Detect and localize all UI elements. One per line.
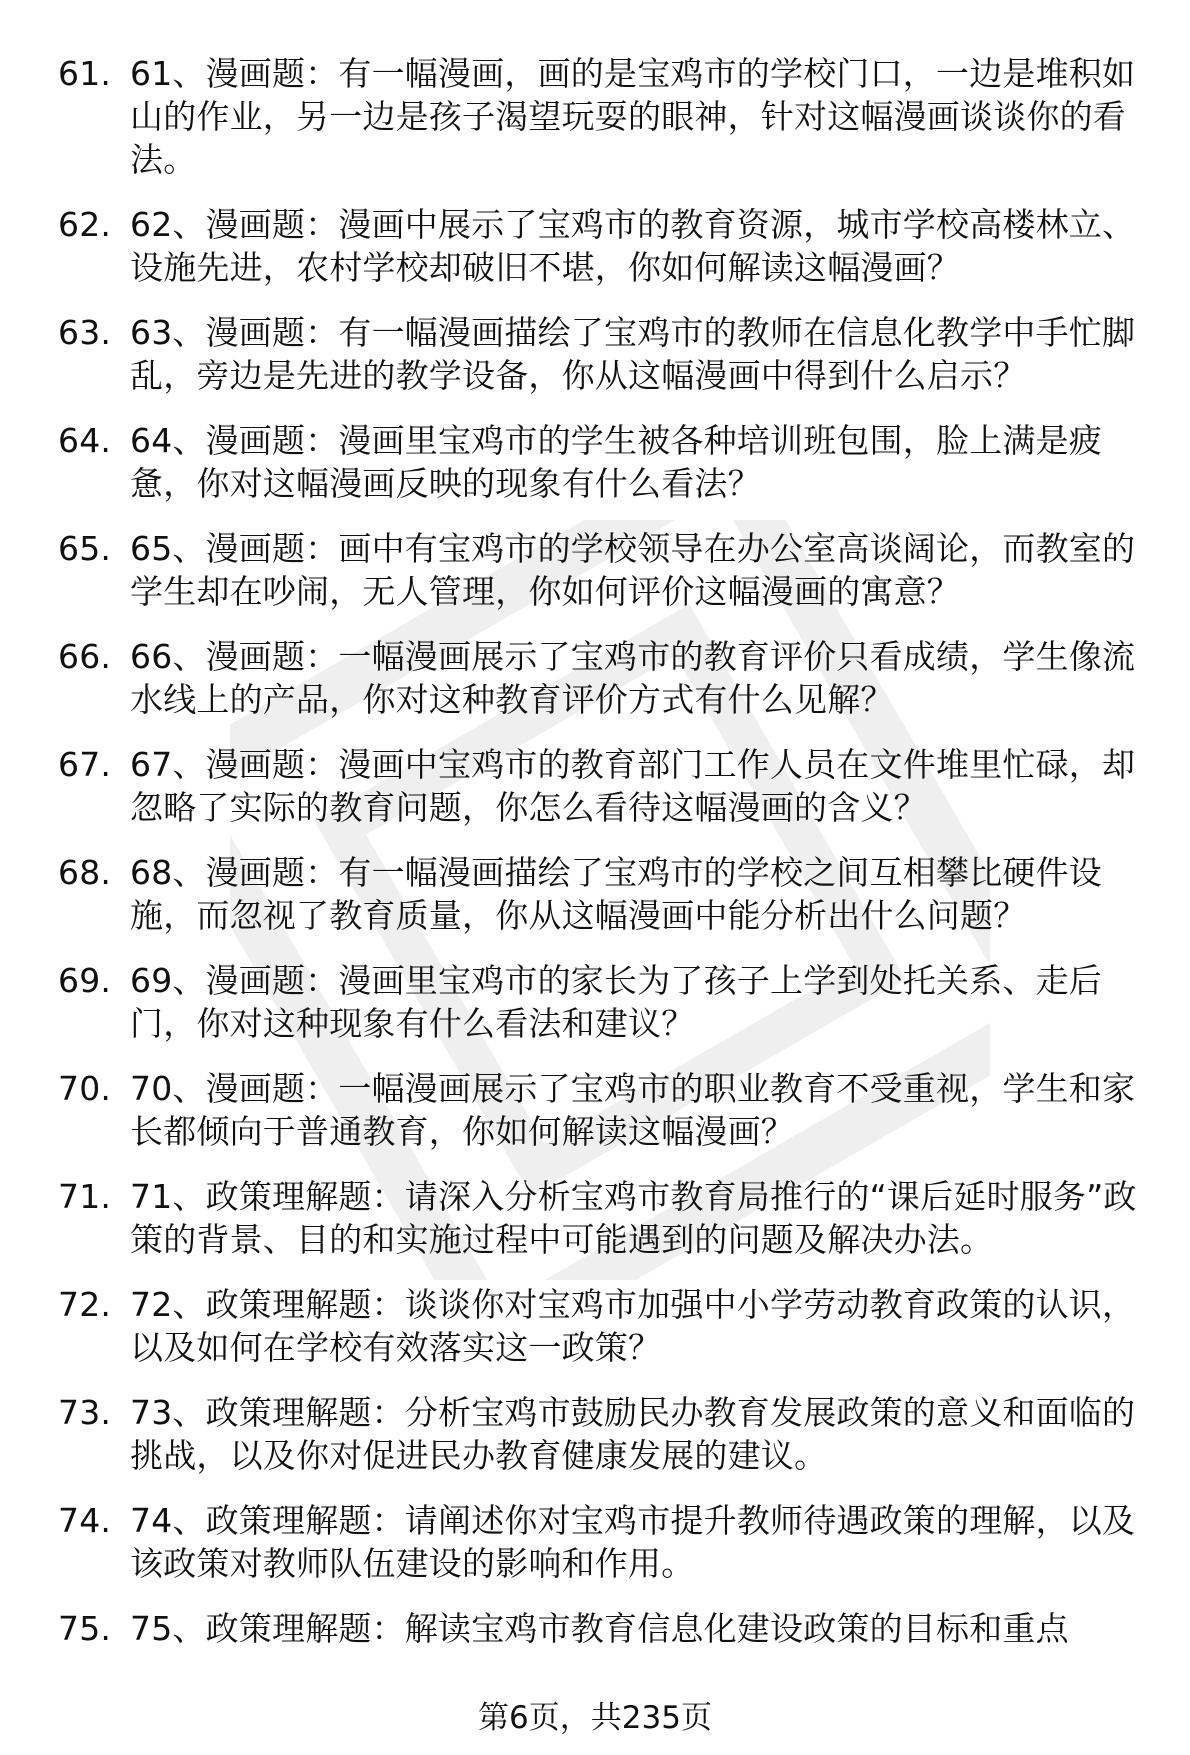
question-item: [58, 1607, 1158, 1650]
question-text: 65、漫画题：画中有宝鸡市的学校领导在办公室高谈阔论，而教室的学生却在吵闹，无人管理，你如何评价这幅漫画的寓意？: [130, 529, 1136, 611]
question-item: [58, 311, 1158, 397]
question-item: [58, 1499, 1158, 1585]
question-text: 72、政策理解题：谈谈你对宝鸡市加强中小学劳动教育政策的认识，以及如何在学校有效落实这一政策？: [130, 1285, 1136, 1367]
question-item: [58, 52, 1158, 181]
question-item: [58, 419, 1158, 505]
question-text: 75、政策理解题：解读宝鸡市教育信息化建设政策的目标和重点: [130, 1609, 1069, 1648]
question-number: 62.: [58, 205, 112, 244]
question-text: 69、漫画题：漫画里宝鸡市的家长为了孩子上学到处托关系、走后门，你对这种现象有什么看法和建议？: [130, 961, 1102, 1043]
question-text: 62、漫画题：漫画中展示了宝鸡市的教育资源，城市学校高楼林立、设施先进，农村学校却破旧不堪，你如何解读这幅漫画？: [130, 205, 1136, 287]
question-number: 63.: [58, 313, 112, 352]
question-list: [58, 52, 1158, 1672]
question-text: 74、政策理解题：请阐述你对宝鸡市提升教师待遇政策的理解，以及该政策对教师队伍建设的影响和作用。: [130, 1501, 1136, 1583]
question-number: 75.: [58, 1609, 112, 1648]
question-item: [58, 851, 1158, 937]
question-item: [58, 1391, 1158, 1477]
question-item: [58, 743, 1158, 829]
question-number: 69.: [58, 961, 112, 1000]
question-number: 73.: [58, 1393, 112, 1432]
question-number: 71.: [58, 1177, 112, 1216]
question-number: 66.: [58, 637, 112, 676]
question-item: [58, 1067, 1158, 1153]
question-text: 61、漫画题：有一幅漫画，画的是宝鸡市的学校门口，一边是堆积如山的作业，另一边是孩子渴望玩耍的眼神，针对这幅漫画谈谈你的看法。: [130, 54, 1136, 179]
question-text: 67、漫画题：漫画中宝鸡市的教育部门工作人员在文件堆里忙碌，却忽略了实际的教育问题，你怎么看待这幅漫画的含义？: [130, 745, 1136, 827]
question-number: 64.: [58, 421, 112, 460]
question-text: 73、政策理解题：分析宝鸡市鼓励民办教育发展政策的意义和面临的挑战，以及你对促进民办教育健康发展的建议。: [130, 1393, 1136, 1475]
question-number: 74.: [58, 1501, 112, 1540]
question-item: [58, 1175, 1158, 1261]
question-text: 66、漫画题：一幅漫画展示了宝鸡市的教育评价只看成绩，学生像流水线上的产品，你对这种教育评价方式有什么见解？: [130, 637, 1136, 719]
question-number: 68.: [58, 853, 112, 892]
question-number: 72.: [58, 1285, 112, 1324]
question-item: [58, 959, 1158, 1045]
question-number: 70.: [58, 1069, 112, 1108]
question-item: [58, 635, 1158, 721]
question-number: 65.: [58, 529, 112, 568]
question-text: 70、漫画题：一幅漫画展示了宝鸡市的职业教育不受重视，学生和家长都倾向于普通教育，你如何解读这幅漫画？: [130, 1069, 1136, 1151]
question-number: 61.: [58, 54, 112, 93]
question-item: [58, 1283, 1158, 1369]
question-text: 63、漫画题：有一幅漫画描绘了宝鸡市的教师在信息化教学中手忙脚乱，旁边是先进的教学设备，你从这幅漫画中得到什么启示？: [130, 313, 1136, 395]
page-footer: 第6页，共235页: [478, 1700, 712, 1736]
question-number: 67.: [58, 745, 112, 784]
question-item: [58, 527, 1158, 613]
question-text: 64、漫画题：漫画里宝鸡市的学生被各种培训班包围，脸上满是疲惫，你对这幅漫画反映的现象有什么看法？: [130, 421, 1102, 503]
question-text: 68、漫画题：有一幅漫画描绘了宝鸡市的学校之间互相攀比硬件设施，而忽视了教育质量，你从这幅漫画中能分析出什么问题？: [130, 853, 1102, 935]
question-text: 71、政策理解题：请深入分析宝鸡市教育局推行的“课后延时服务”政策的背景、目的和实施过程中可能遇到的问题及解决办法。: [130, 1177, 1137, 1259]
question-item: [58, 203, 1158, 289]
